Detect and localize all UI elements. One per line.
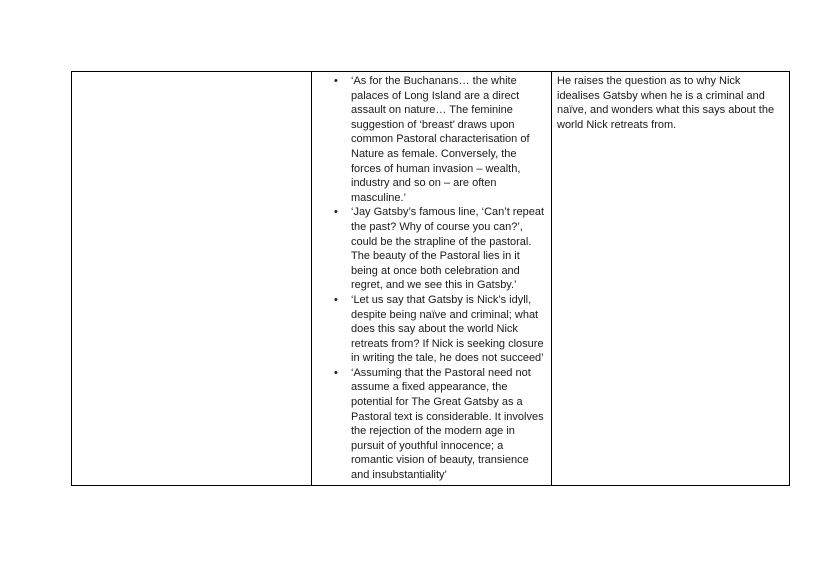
notes-table <box>71 71 790 486</box>
quotes-list <box>317 74 546 483</box>
list-item <box>317 205 546 293</box>
quote-text: ‘Jay Gatsby’s famous line, ‘Can’t repeat the past? Why of course you can?’, could be the strapline of the pastoral. The beauty of the Pastoral lies in it being at once both celebration and regret, and we see this in Gatsby.’ <box>351 206 544 292</box>
bullet-icon: • <box>334 206 338 219</box>
bullet-icon: • <box>334 366 338 379</box>
empty-cell <box>72 72 312 486</box>
table-row <box>72 72 790 486</box>
bullet-icon: • <box>334 75 338 87</box>
list-item <box>317 293 546 366</box>
list-item <box>317 366 546 483</box>
quote-text: ‘As for the Buchanans… the white palaces of Long Island are a direct assault on nature… The feminine suggestion of ‘breast’ draws upon common Pastoral characterisation of Nature as female. Conversely, the forces of human invasion – wealth, industry and so on – are often masculine.’ <box>351 75 530 204</box>
quote-text: ‘Let us say that Gatsby is Nick’s idyll, despite being naïve and criminal; what does this say about the world Nick retreats from? If Nick is seeking closure in writing the tale, he does not succeed’ <box>351 293 544 365</box>
commentary-cell: He raises the question as to why Nick idealises Gatsby when he is a criminal and naïve, and wonders what this says about the world Nick retreats from. <box>552 72 790 486</box>
bullet-icon: • <box>334 293 338 306</box>
list-item <box>317 74 546 205</box>
quote-text: ‘Assuming that the Pastoral need not assume a fixed appearance, the potential for The Great Gatsby as a Pastoral text is considerable. It involves the rejection of the modern age in pursuit of youthful innocence; a romantic vision of beauty, transience and insubstantiality’ <box>351 366 544 482</box>
quotes-cell <box>312 72 552 486</box>
